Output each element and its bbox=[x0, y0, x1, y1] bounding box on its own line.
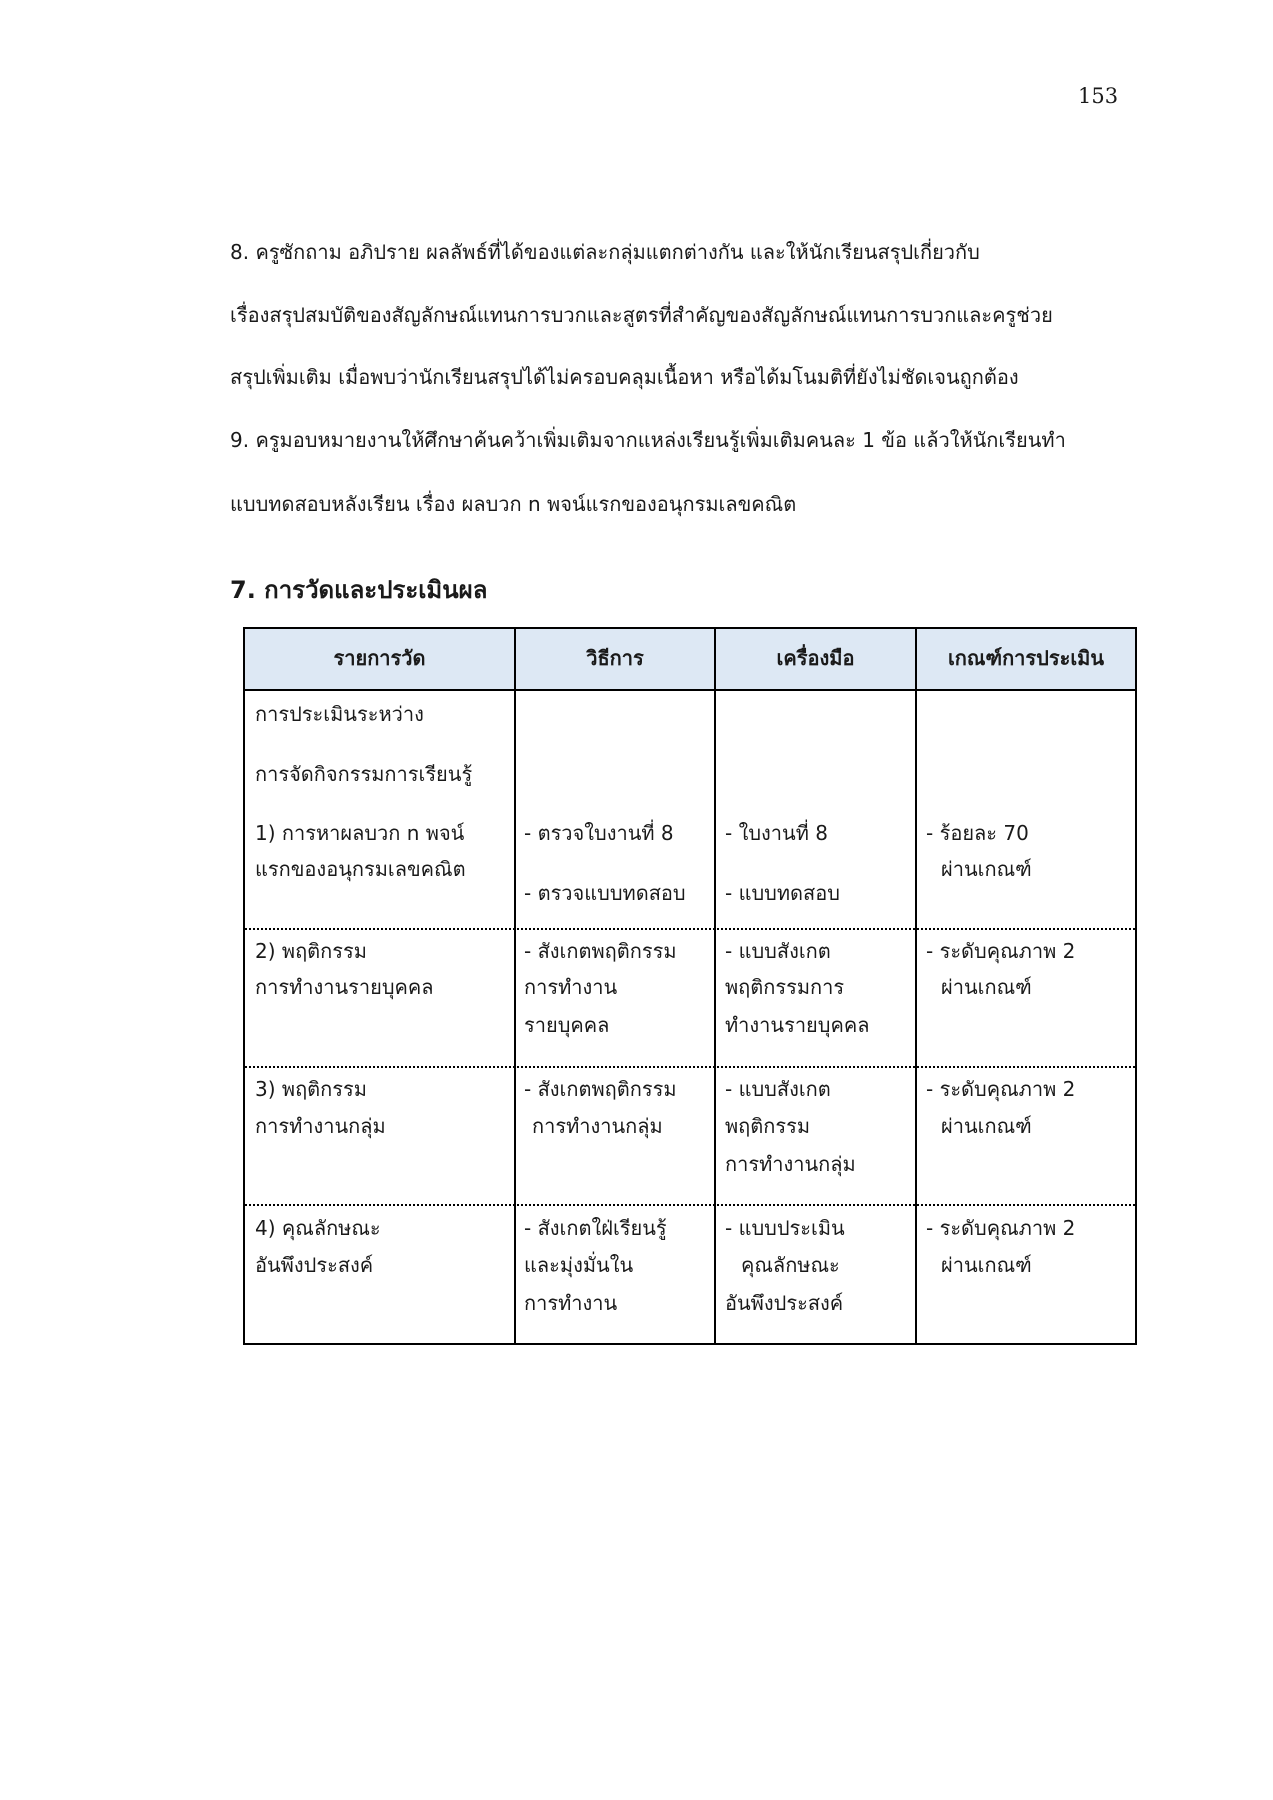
column-divider bbox=[915, 629, 917, 1343]
paragraph-line-5: แบบทดสอบหลังเรียน เรื่อง ผลบวก n พจน์แรกของอนุกรมเลขคณิต bbox=[230, 492, 797, 516]
table-cell: - ระดับคุณภาพ 2 bbox=[926, 1077, 1076, 1101]
header-method: วิธีการ bbox=[586, 646, 644, 670]
table-cell: - แบบประเมิน bbox=[725, 1216, 845, 1240]
evaluation-table bbox=[243, 627, 1137, 1345]
row-divider bbox=[245, 1204, 1135, 1206]
table-cell: อันพึงประสงค์ bbox=[255, 1253, 374, 1277]
table-cell: การทำงานกลุ่ม bbox=[255, 1114, 386, 1138]
table-cell: รายบุคคล bbox=[524, 1013, 610, 1037]
table-cell: การทำงานกลุ่ม bbox=[725, 1152, 856, 1176]
table-cell: คุณลักษณะ bbox=[741, 1253, 840, 1277]
header-measure-item: รายการวัด bbox=[333, 646, 426, 670]
table-cell: - ระดับคุณภาพ 2 bbox=[926, 939, 1076, 963]
table-cell: 3) พฤติกรรม bbox=[255, 1077, 367, 1101]
column-divider bbox=[714, 629, 716, 1343]
table-cell: พฤติกรรม bbox=[725, 1114, 811, 1138]
row-divider bbox=[245, 1066, 1135, 1068]
paragraph-line-1: 8. ครูซักถาม อภิปราย ผลลัพธ์ที่ได้ของแต่ละกลุ่มแตกต่างกัน และให้นักเรียนสรุปเกี่ยวกับ bbox=[230, 240, 980, 264]
table-cell: อันพึงประสงค์ bbox=[725, 1291, 844, 1315]
table-cell: - แบบทดสอบ bbox=[725, 881, 840, 905]
table-cell: การทำงาน bbox=[524, 1291, 618, 1315]
table-cell: ผ่านเกณฑ์ bbox=[941, 1253, 1032, 1277]
table-cell: พฤติกรรมการ bbox=[725, 975, 845, 999]
table-cell: - ร้อยละ 70 bbox=[926, 821, 1029, 845]
table-cell: - ตรวจใบงานที่ 8 bbox=[524, 821, 674, 845]
table-cell: - แบบสังเกต bbox=[725, 939, 831, 963]
header-criteria: เกณฑ์การประเมิน bbox=[947, 646, 1105, 670]
paragraph-line-2: เรื่องสรุปสมบัติของสัญลักษณ์แทนการบวกและสูตรที่สำคัญของสัญลักษณ์แทนการบวกและครูช่วย bbox=[230, 303, 1053, 327]
table-cell: 4) คุณลักษณะ bbox=[255, 1216, 381, 1240]
table-cell: - ระดับคุณภาพ 2 bbox=[926, 1216, 1076, 1240]
table-cell: ผ่านเกณฑ์ bbox=[941, 857, 1032, 881]
header-tool: เครื่องมือ bbox=[776, 646, 855, 670]
intro-line-1: การประเมินระหว่าง bbox=[255, 702, 424, 726]
table-cell: ทำงานรายบุคคล bbox=[725, 1013, 870, 1037]
paragraph-line-4: 9. ครูมอบหมายงานให้ศึกษาค้นคว้าเพิ่มเติมจากแหล่งเรียนรู้เพิ่มเติมคนละ 1 ข้อ แล้วให้นักเรียนทำ bbox=[230, 428, 1066, 452]
table-cell: การทำงานรายบุคคล bbox=[255, 975, 434, 999]
table-cell: - ใบงานที่ 8 bbox=[725, 821, 828, 845]
table-cell: - แบบสังเกต bbox=[725, 1077, 831, 1101]
table-cell: - สังเกตใฝ่เรียนรู้ bbox=[524, 1216, 667, 1240]
section-heading: 7. การวัดและประเมินผล bbox=[230, 576, 488, 604]
intro-line-2: การจัดกิจกรรมการเรียนรู้ bbox=[255, 762, 473, 786]
table-cell: ผ่านเกณฑ์ bbox=[941, 1114, 1032, 1138]
table-cell: 1) การหาผลบวก n พจน์ bbox=[255, 821, 465, 845]
table-cell: การทำงานกลุ่ม bbox=[532, 1114, 663, 1138]
table-cell: แรกของอนุกรมเลขคณิต bbox=[255, 857, 466, 881]
paragraph-line-3: สรุปเพิ่มเติม เมื่อพบว่านักเรียนสรุปได้ไม่ครอบคลุมเนื้อหา หรือได้มโนมติที่ยังไม่ชัดเจนถูกต้อง bbox=[230, 365, 1019, 389]
page-number: 153 bbox=[1078, 84, 1119, 108]
table-cell: ผ่านเกณฑ์ bbox=[941, 975, 1032, 999]
table-cell: - ตรวจแบบทดสอบ bbox=[524, 881, 686, 905]
table-cell: การทำงาน bbox=[524, 975, 618, 999]
table-cell: - สังเกตพฤติกรรม bbox=[524, 1077, 677, 1101]
row-divider bbox=[245, 928, 1135, 930]
column-divider bbox=[514, 629, 516, 1343]
table-cell: และมุ่งมั่นใน bbox=[524, 1253, 634, 1277]
table-cell: - สังเกตพฤติกรรม bbox=[524, 939, 677, 963]
table-cell: 2) พฤติกรรม bbox=[255, 939, 367, 963]
